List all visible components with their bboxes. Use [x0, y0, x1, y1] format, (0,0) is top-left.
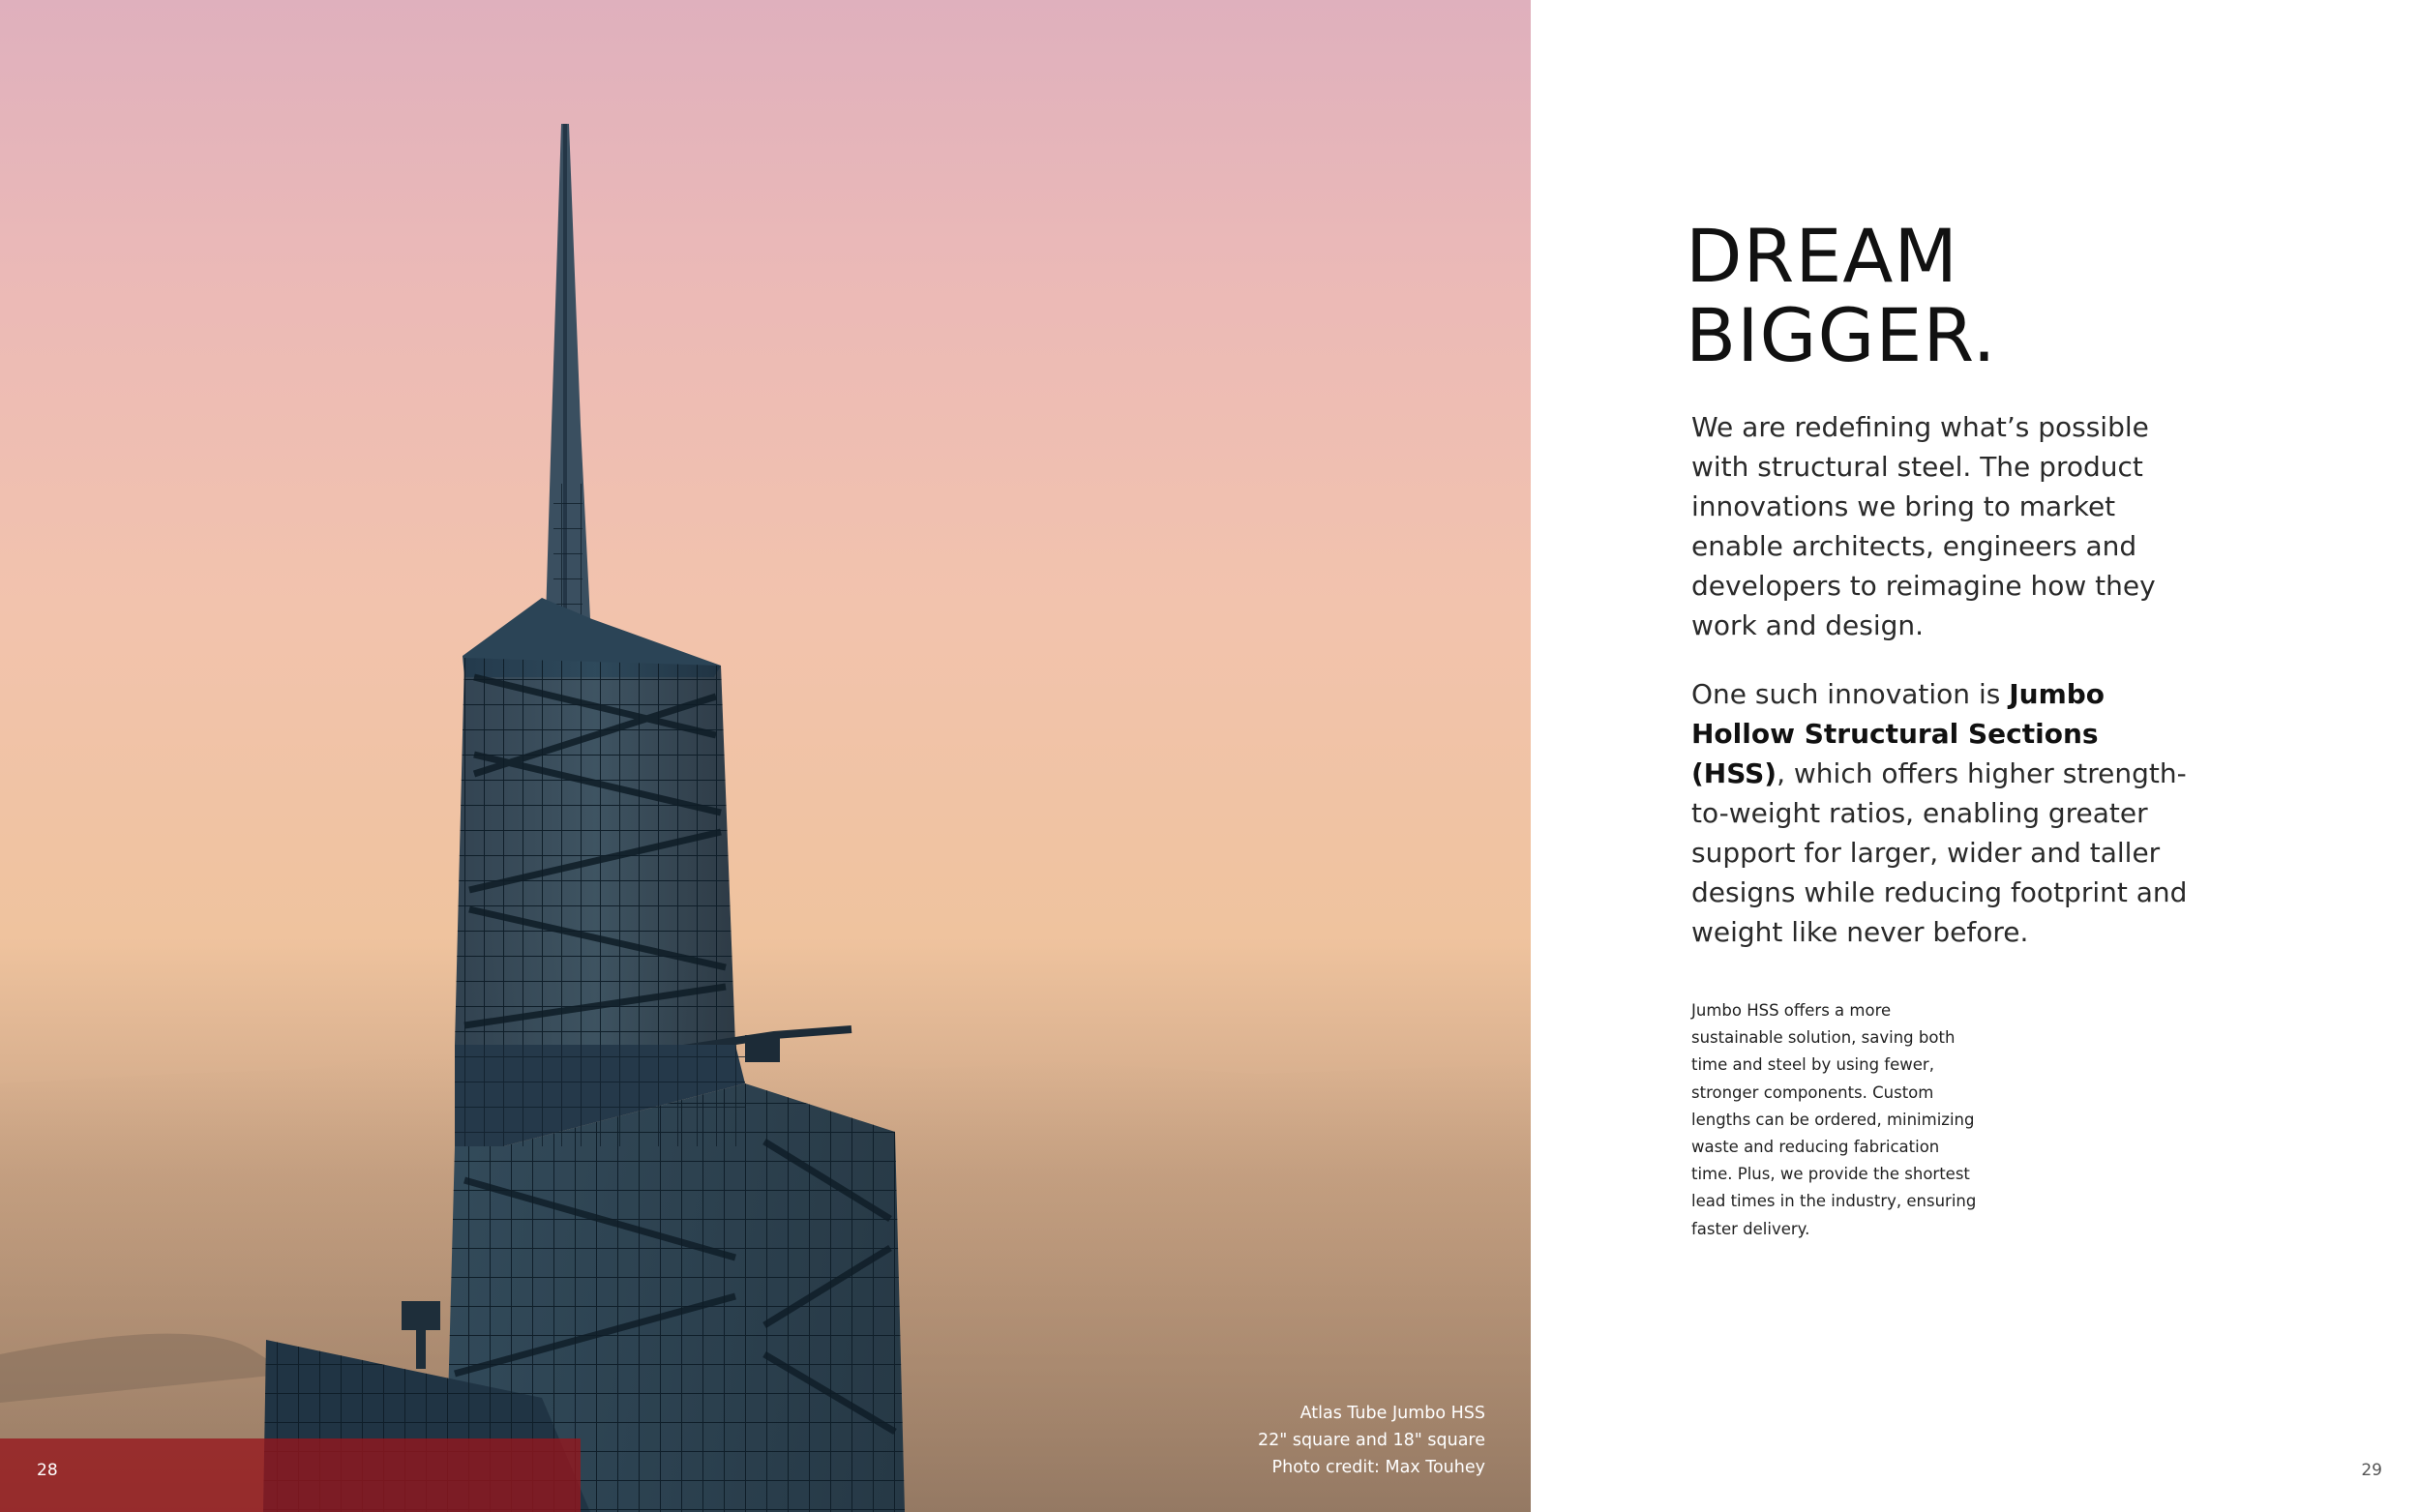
accent-footer-bar: [0, 1438, 581, 1512]
title-line: BIGGER.: [1686, 292, 1997, 378]
photo-caption: [1258, 1400, 1485, 1481]
innovation-highlight: Jumbo Hollow Structural Sections (HSS): [1691, 678, 2105, 789]
page-title: [1686, 213, 1997, 378]
caption-line: 22" square and 18" square: [1257, 1431, 1485, 1450]
innovation-paragraph: [1691, 674, 2195, 952]
innovation-suffix: , which offers higher strength-to-weight ratios, enabling greater support for larger, wider and taller designs while reducing footprint and weight like never before.: [1691, 757, 2188, 948]
page-number-right: 29: [2361, 1461, 2382, 1480]
title-line: DREAM: [1686, 213, 1958, 299]
right-page: [1531, 0, 2419, 1512]
page-number-left: 28: [37, 1461, 58, 1480]
intro-paragraph: We are redefining what’s possible with structural steel. The product innovations we bring to market enable architects, engineers and developers to reimagine how they work and design.: [1691, 411, 2156, 641]
caption-line: Atlas Tube Jumbo HSS: [1299, 1404, 1485, 1423]
caption-line: Photo credit: Max Touhey: [1271, 1458, 1485, 1477]
sustainability-paragraph: Jumbo HSS offers a more sustainable solution, saving both time and steel by using fewer, stronger components. Custom lengths can be ordered, minimizing waste and reducing fabrication time. Plus, we provide the shortest lead times in the industry, ensuring faster delivery.: [1691, 1001, 1977, 1238]
innovation-prefix: One such innovation is: [1691, 678, 2010, 710]
